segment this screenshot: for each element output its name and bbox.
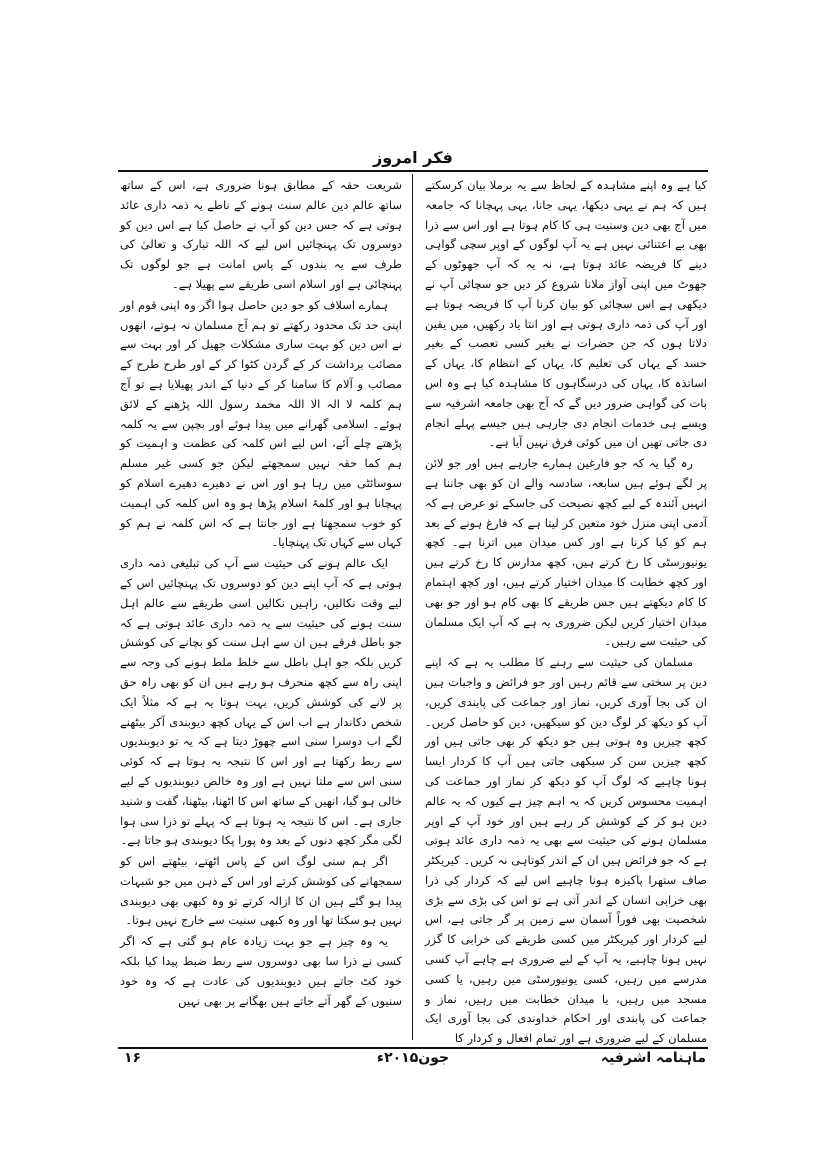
left-column (120, 176, 402, 1012)
paragraph: اگر ہم سنی لوگ اس کے پاس اٹھتے، بیٹھتے اس کو سمجھانے کی کوشش کرتے اور اس کے ذہن میں جو شبہات پیدا ہو گئے ہیں ان کا ازالہ کرتے تو وہ کبھی بھی دیوبندی نہیں ہو سکتا تھا اور وہ کبھی سنیت سے خارج نہیں ہوتا۔ (120, 854, 402, 928)
paragraph: شریعت حقہ کے مطابق ہونا ضروری ہے، اس کے ساتھ ساتھ عالم دین عالم سنت ہونے کے ناطے یہ ذمہ داری عائد ہوتی ہے کہ جس دین کو آپ نے حاصل کیا ہے اس دین کو دوسروں تک پہنچائیں اس لیے کہ اللہ تبارک و تعالیٰ کی طرف سے یہ بندوں کے پاس امانت ہے جو لوگوں تک پہنچائی ہے اور اسلام اسی طریقے سے پھیلا ہے۔ (120, 178, 402, 291)
paragraph: مسلمان کی حیثیت سے رہنے کا مطلب یہ ہے کہ اپنے دین پر سختی سے قائم رہیں اور جو فرائض و واجبات ہیں ان کی بجا آوری کریں، نماز اور جماعت کی پابندی کریں، آپ کو دیکھ کر لوگ دین کو سیکھیں، دین کو حاصل کریں۔ کچھ چیزیں وہ ہوتی ہیں جو دیکھ کر بھی جاتی ہیں اور کچھ چیزیں سن کر سیکھی جاتی ہیں آپ کا کردار ایسا ہونا چاہیے کہ لوگ آپ کو دیکھ کر نماز اور جماعت کی اہمیت محسوس کریں کہ یہ اہم چیز ہے کیوں کہ یہ عالم دین ہو کر کے کوشش کر رہے ہیں اور خود آپ کے اوپر مسلمان ہونے کی حیثیت سے بھی یہ ذمہ داری عائد ہوتی ہے کہ جو فرائض ہیں ان کے اندر کوتاہی نہ کریں۔ کیریکٹر صاف ستھرا پاکیزہ ہونا چاہیے اس لیے کہ کردار کی ذرا بھی خرابی انسان کے اندر آتی ہے تو اس کی بڑی سے بڑی شخصیت بھی فوراً آسمان سے زمین پر گر جاتی ہے، اس لیے کردار اور کیریکٹر میں کسی طریقے کی خرابی کا گزر نہیں ہونا چاہیے، یہ آپ کے لیے ضروری ہے چاہے آپ کسی مدرسے میں رہیں، کسی یونیورسٹی میں رہیں، یا کسی مسجد میں رہیں، یا میدان خطابت میں رہیں، نماز و جماعت کی پابندی اور احکام خداوندی کی بجا آوری ایک مسلمان کے لیے ضروری ہے اور تمام افعال و کردار کا (425, 655, 707, 1046)
magazine-name: ماہنامہ اشرفیہ (600, 1050, 706, 1066)
paragraph: ہمارے اسلاف کو جو دین حاصل ہوا اگر وہ اپنی قوم اور اپنی حد تک محدود رکھتے تو ہم آج مسلمان نہ ہوتے، انھوں نے اس دین کو بہت ساری مشکلات جھیل کر اور بہت سے مصائب برداشت کر کے گردن کٹوا کر کے اور طرح طرح کے مصائب و آلام کا سامنا کر کے دنیا کے اندر پھیلایا ہے تو آج ہم کلمہ لا الہ الا اللہ محمد رسول اللہ پڑھنے کے لائق ہوئے۔ اسلامی گھرانے میں پیدا ہوئے اور بچپن سے یہ کلمہ پڑھتے چلے آئے، اس لیے اس کلمہ کی عظمت و اہمیت کو ہم کما حقہ نہیں سمجھتے لیکن جو کسی غیر مسلم سوسائٹی میں رہا ہو اور اس نے دھیرے دھیرے اسلام کو پہچانا ہو اور کلمۂ اسلام پڑھا ہو وہ اس کلمہ کی اہمیت کو خوب سمجھتا ہے اور جانتا ہے کہ اس کلمہ نے ہم کو کہاں سے کہاں تک پہنچایا۔ (120, 297, 402, 550)
issue-date: جون۲۰۱۵ء (376, 1050, 450, 1066)
page-footer (118, 1050, 708, 1074)
paragraph: یہ وہ چیز ہے جو بہت زیادہ عام ہو گئی ہے کہ اگر کسی نے ذرا سا بھی دوسروں سے ربط ضبط پیدا کیا بلکہ خود کٹ جاتے ہیں دیوبندیوں کی عادت ہے کہ وہ خود سنیوں کے گھر آتے جاتے ہیں بھگانے پر بھی نہیں (120, 934, 402, 1008)
header-rule (118, 170, 708, 172)
page-number: ۱۶ (124, 1050, 142, 1066)
paragraph: رہ گیا یہ کہ جو فارغین ہمارے جارہے ہیں اور جو لائن پر لگے ہوئے ہیں سابعہ، سادسہ والے ان کو بھی جاننا ہے انہیں آئندہ کے لیے کچھ نصیحت کی جاسکے تو عرض ہے کہ آدمی اپنی منزل خود متعین کر لیتا ہے کہ فارغ ہونے کے بعد ہم کو کیا کرنا ہے اور کس میدان میں اترنا ہے۔ کچھ یونیورسٹی کا رخ کرتے ہیں، کچھ مدارس کا رخ کرتے ہیں اور کچھ خطابت کا میدان اختیار کرتے ہیں، اور کچھ اہتمام کا کام دیکھتے ہیں جس طریقے کا بھی کام ہو اور جو بھی میدان اختیار کریں لیکن ضروری یہ ہے کہ آپ ایک مسلمان کی حیثیت سے رہیں۔ (425, 456, 707, 649)
right-column (425, 176, 707, 1050)
page-header-title: فکر امروز (373, 148, 453, 167)
footer-rule (118, 1047, 708, 1049)
column-divider (412, 174, 413, 1040)
paragraph: کیا ہے وہ اپنے مشاہدہ کے لحاظ سے یہ برملا بیان کرسکتے ہیں کہ ہم نے یہی دیکھا، یہی جانا، یہی پہچانا کہ جامعہ میں آج بھی دین وسنیت ہی کا کام ہوتا ہے اور اس سے ذرا بھی بے اعتنائی نہیں ہے یہ آپ لوگوں کے اوپر سچی گواہی دینے کا فریضہ عائد ہوتا ہے، نہ یہ کہ آپ جھوٹوں کے جھوٹ میں اپنی آواز ملانا شروع کر دیں جو سچائی آپ نے دیکھی ہے اس سچائی کو بیان کرنا آپ کا فریضہ ہوتا ہے اور آپ کی ذمہ داری ہوتی ہے اور انتا یاد رکھیں، میں یقین دلاتا ہوں کہ جن حضرات نے بغیر کسی تعصب کے بغیر حسد کے یہاں کی تعلیم کا، یہاں کے انتظام کا، یہاں کے اساتذہ کا، یہاں کی درسگاہوں کا مشاہدہ کیا ہے وہ اس بات کی گواہی ضرور دیں گے کہ آج بھی جامعہ اشرفیہ سے ویسے ہی خدمات انجام دی جارہی ہیں جیسے پہلے انجام دی جاتی تھیں ان میں کوئی فرق نہیں آیا ہے۔ (425, 178, 707, 450)
paragraph: ایک عالم ہونے کی حیثیت سے آپ کی تبلیغی ذمہ داری ہوتی ہے کہ آپ اپنے دین کو دوسروں تک پہنچائیں اس کے لیے وقت نکالیں، راہیں نکالیں اسی طریقے سے عالم اہل سنت ہونے کی حیثیت سے یہ ذمہ داری عائد ہوتی ہے کہ جو باطل فرقے ہیں ان سے اہل سنت کو بچانے کی کوشش کریں بلکہ جو اہل باطل سے خلط ملط ہونے کی وجہ سے اپنی راہ سے کچھ منحرف ہو رہے ہیں ان کو بھی راہ حق پر لانے کی کوشش کریں، بہت ہوتا یہ ہے کہ مثلاً ایک شخص دکاندار ہے اب اس کے یہاں کچھ دیوبندی آکر بیٹھنے لگے اب دوسرا سنی اسے چھوڑ دیتا ہے کہ یہ تو دیوبندیوں سے ربط رکھتا ہے اور اس کا نتیجہ یہ ہوتا ہے کہ کوئی سنی اس سے ملتا نہیں ہے اور وہ خالص دیوبندیوں کے لیے خالی ہو گیا، انھیں کے ساتھ اس کا اٹھنا، بیٹھنا، گفت و شنید جاری ہے۔ اس کا نتیجہ یہ ہوتا ہے کہ پہلے تو ذرا سی ہوا لگی مگر کچھ دنوں کے بعد وہ پورا پکا دیوبندی ہو جاتا ہے۔ (120, 556, 402, 848)
